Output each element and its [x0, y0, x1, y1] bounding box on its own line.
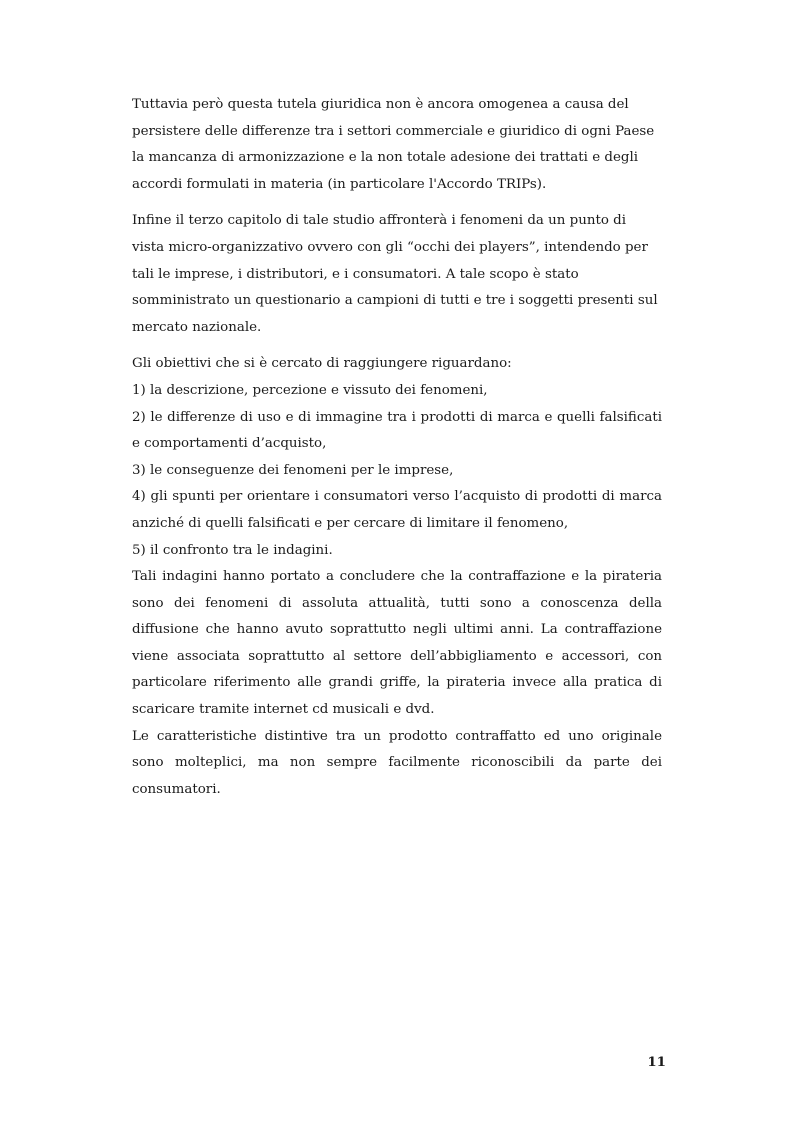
paragraph-obiettivi-intro: Gli obiettivi che si è cercato di raggiungere riguardano: — [132, 356, 512, 372]
page-number: 11 — [647, 1054, 666, 1070]
paragraph-terzo-capitolo: Infine il terzo capitolo di tale studio affronterà i fenomeni da un punto di vista micro-organizzativo ovvero con gli “occhi dei players”, intendendo per tali le imprese, i distributori, e i consumatori. A tale scopo è stato somministrato un questionario a campioni di tutti e tre i soggetti presenti sul mercato nazionale. — [132, 213, 658, 335]
paragraph-caratteristiche: Le caratteristiche distintive tra un prodotto contraffatto ed uno originale sono molteplici, ma non sempre facilmente riconoscibili da parte dei consumatori. — [132, 728, 662, 797]
list-item-objective-2: 2) le differenze di uso e di immagine tra i prodotti di marca e quelli falsificati e comportamenti d’acquisto, — [132, 409, 662, 452]
list-item-objective-4: 4) gli spunti per orientare i consumatori verso l’acquisto di prodotti di marca anziché di quelli falsificati e per cercare di limitare il fenomeno, — [132, 489, 662, 531]
paragraph-conclusioni: Tali indagini hanno portato a concludere che la contraffazione e la pirateria sono dei fenomeni di assoluta attualità, tutti sono a conoscenza della diffusione che hanno avuto soprattutto negli ultimi anni. La contraffazione viene associata soprattutto al settore dell’abbigliamento e accessori, con particolare riferimento alle grandi griffe, la pirateria invece alla pratica di scaricare tramite internet cd musicali e dvd. — [132, 569, 662, 718]
list-item-objective-3: 3) le conseguenze dei fenomeni per le imprese, — [132, 462, 454, 478]
list-item-objective-1: 1) la descrizione, percezione e vissuto dei fenomeni, — [132, 382, 488, 398]
document-body — [132, 92, 662, 803]
paragraph-tutela: Tuttavia però questa tutela giuridica non è ancora omogenea a causa del persistere delle differenze tra i settori commerciale e giuridico di ogni Paese la mancanza di armonizzazione e la non totale adesione dei trattati e degli accordi formulati in materia (in particolare l'Accordo TRIPs). — [132, 97, 655, 192]
list-item-objective-5: 5) il confronto tra le indagini. — [132, 542, 333, 558]
